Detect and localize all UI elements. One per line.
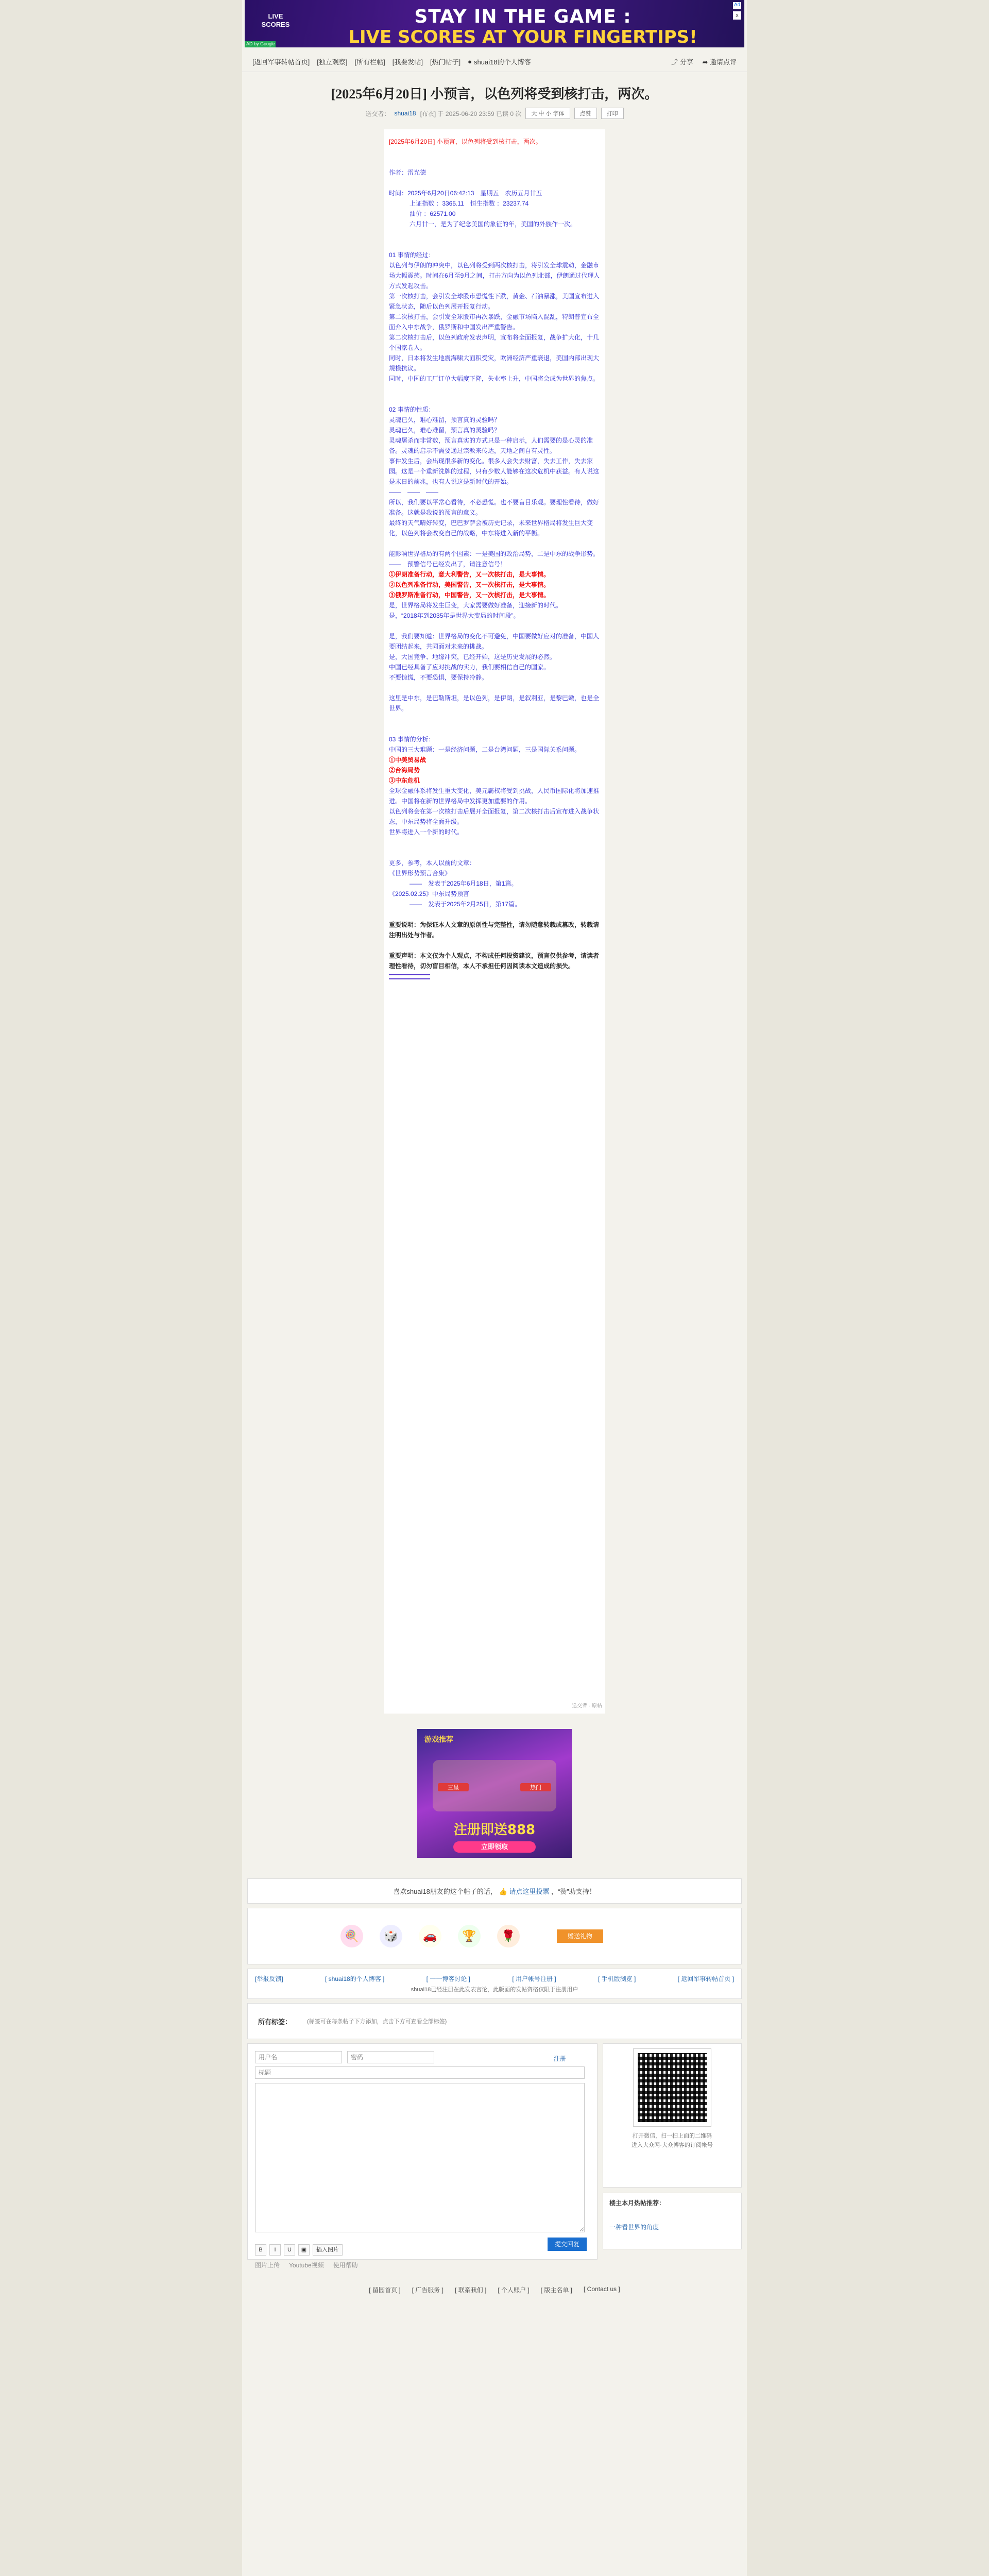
register-link[interactable]: [ 用户帐号注册 ] xyxy=(512,1975,556,1982)
article-paragraph xyxy=(389,229,600,250)
footer-account[interactable]: [ 个人账户 ] xyxy=(498,2286,530,2294)
nav-post[interactable]: [我要发帖] xyxy=(392,58,423,66)
article-paragraph xyxy=(389,837,600,858)
article-paragraph: ③中东危机 xyxy=(389,777,420,784)
forward-icon: ➦ xyxy=(702,58,708,66)
article-paragraph: 第一次核打击，会引发全球股市恐慌性下跌，黄金、石油暴涨，美国宣布进入紧急状态，随后以色列展开报复行动。 xyxy=(389,293,600,310)
top-nav xyxy=(242,52,747,72)
ad-top-label: 游戏推荐 xyxy=(424,1735,453,1743)
article-paragraph: 中国已经具备了应对挑战的实力，我们要相信自己的国家。 xyxy=(389,664,550,671)
article-paragraph: ②以色列准备行动，美国警告，又一次核打击，是大事情。 xyxy=(389,581,550,588)
article-paragraph: 02 事情的性质： xyxy=(389,406,435,413)
hot-posts xyxy=(603,2193,742,2249)
tags-hint: (标签可在每条帖子下方添加，点击下方可查看全部标签) xyxy=(307,2019,447,2025)
image-icon[interactable]: ▣ xyxy=(298,2244,310,2256)
hot-link[interactable]: 一种看世界的角度 xyxy=(609,2224,659,2231)
article-footer: 送交者 · 原帖 xyxy=(572,1703,602,1709)
footer xyxy=(247,2285,742,2301)
qr-code xyxy=(634,2049,711,2126)
author-link[interactable]: shuai18 xyxy=(394,110,416,117)
article-paragraph: 第二次核打击后，以色列政府发表声明，宣布将全面报复，战争扩大化，十几个国家卷入。 xyxy=(389,334,600,351)
article-paragraph: 中国的三大难题：一是经济问题，二是台湾问题，三是国际关系问题。 xyxy=(389,746,581,753)
reply-form xyxy=(247,2043,598,2269)
article-paragraph: 同时，中国的工厂订单大幅度下降，失业率上升，中国将会成为世界的焦点。 xyxy=(389,375,600,382)
reward-prefix: 喜欢shuai18朋友的这个帖子的话， xyxy=(393,1888,497,1895)
post-meta xyxy=(242,108,747,119)
article-paragraph: —— —— —— xyxy=(389,488,439,496)
close-icon[interactable]: x xyxy=(733,11,741,20)
lollipop-icon[interactable]: 🍭 xyxy=(340,1925,363,1947)
print-button[interactable]: 打印 xyxy=(601,108,624,119)
blog-link[interactable]: [ shuai18的个人博客 ] xyxy=(325,1975,385,1982)
bottom-area xyxy=(247,2043,742,2269)
article-paragraph: 以色列与伊朗的冲突中，以色列将受到两次核打击，将引发全球震动，金融市场大幅震荡。时间在6月至9月之间，打击方向为以色列北部，伊朗通过代理人方式发起攻击。 xyxy=(389,262,600,290)
article-paragraph: 油价 ：62571.00 xyxy=(410,210,456,217)
ad-footer: AD by Google xyxy=(245,41,276,47)
vote-link[interactable]: 请点这里投票 xyxy=(509,1888,550,1895)
insert-image-button[interactable]: 插入图片 xyxy=(313,2244,343,2256)
youtube-link[interactable]: Youtube视频 xyxy=(289,2262,324,2269)
article-paragraph: 六月廿一，是为了纪念美国的象征的年，美国的外族作一次。 xyxy=(410,221,577,228)
user-blog-link[interactable] xyxy=(468,57,531,66)
sidebar xyxy=(603,2043,742,2260)
ad-choices-icon[interactable]: Ad xyxy=(733,2,741,9)
page xyxy=(242,0,747,2576)
article-paragraph: 灵魂已久，难心难留，预言真的灵验吗？ xyxy=(389,427,501,434)
reply-textarea[interactable] xyxy=(255,2083,585,2232)
article-paragraph: 第二次核打击，会引发全球股市再次暴跌，金融市场陷入混乱，特朗普宣布全面介入中东战争，俄罗斯和中国发出严重警告。 xyxy=(389,313,600,331)
font-size-button[interactable]: 大 中 小 字体 xyxy=(525,108,570,119)
share-button[interactable] xyxy=(671,58,693,66)
nav-observe[interactable]: [独立观察] xyxy=(317,58,348,66)
nav-hot[interactable]: [热门帖子] xyxy=(430,58,461,66)
underline-icon[interactable]: U xyxy=(284,2244,295,2256)
footer-mods[interactable]: [ 版主名单 ] xyxy=(540,2286,572,2294)
report-label: 邀请点评 xyxy=(709,58,737,66)
meta-prefix: 送交者： xyxy=(365,110,390,117)
nav-home[interactable]: [返回军事转帖首页] xyxy=(252,58,310,66)
article-paragraph: 03 事情的分析： xyxy=(389,736,435,743)
article-paragraph: ①伊朗准备行动，意大利警告，又一次核打击，是大事情。 xyxy=(389,571,550,578)
user-name: shuai18的个人博客 xyxy=(474,58,531,66)
tags-box xyxy=(247,2003,742,2039)
report-link[interactable]: [举报反馈] xyxy=(255,1975,283,1982)
article-paragraph: 最终的天气晴好转变，巴巴罗萨会被历史记录，未来世界格局将发生巨大变化，以色列将会改变自己的战略，中东将进入新的平衡。 xyxy=(389,519,593,537)
article-paragraph: 灵魂屠杀而非常数，预言真实的方式只是一种启示，人们需要的是心灵的准备。灵魂的启示不需要通过宗教来传达，天地之间自有灵性。 xyxy=(389,437,593,454)
article-paragraph: —— 预警信号已经发出了，请注意信号！ xyxy=(389,561,507,568)
report-button[interactable] xyxy=(702,58,737,66)
article-paragraph: 《2025.02.25》中东局势预言 xyxy=(389,890,470,897)
page-title: [2025年6月20日] 小预言，以色列将受到核打击，两次。 xyxy=(331,87,658,101)
article-body xyxy=(384,129,605,1714)
hot-title: 楼主本月热帖推荐： xyxy=(609,2199,666,2207)
share-label: 分享 xyxy=(679,58,693,66)
brand-logo xyxy=(260,12,291,35)
footer-contact[interactable]: [ 联系我们 ] xyxy=(454,2286,487,2294)
qr-box xyxy=(603,2043,742,2188)
italic-icon[interactable]: I xyxy=(269,2244,281,2256)
article-paragraph: —— 发表于2025年2月25日，第17篇。 xyxy=(410,901,521,908)
ad-banner[interactable] xyxy=(245,0,744,47)
upload-image-link[interactable]: 图片上传 xyxy=(255,2262,280,2269)
qr-caption: 打开微信，扫一扫上面的二维码 xyxy=(633,2133,712,2139)
article-paragraph: 这里是中东，是巴勒斯坦，是以色列，是伊朗，是叙利亚，是黎巴嫩，也是全世界。 xyxy=(389,694,600,712)
editor-toolbar xyxy=(255,2244,590,2256)
article-paragraph xyxy=(389,147,600,167)
article-paragraph xyxy=(389,909,600,920)
article-paragraph: 能影响世界格局的有两个因素：一是美国的政治局势，二是中东的战争形势。 xyxy=(389,550,600,557)
nav-all[interactable]: [所有栏帖] xyxy=(354,58,385,66)
link-bar xyxy=(247,1969,742,1999)
article-paragraph xyxy=(389,538,600,549)
bold-icon[interactable]: B xyxy=(255,2244,266,2256)
username-input[interactable] xyxy=(255,2051,342,2063)
like-button[interactable]: 点赞 xyxy=(574,108,597,119)
article-paragraph: 01 事情的经过： xyxy=(389,251,435,259)
tags-label: 所有标签： xyxy=(258,2018,292,2026)
trophy-icon[interactable]: 🏆 xyxy=(458,1925,481,1947)
footer-ads[interactable]: [ 广告服务 ] xyxy=(412,2286,444,2294)
article-paragraph: ①中美贸易战 xyxy=(389,756,427,764)
article-paragraph: 不要惊慌，不要恐惧，要保持冷静。 xyxy=(389,674,488,681)
register-link[interactable]: 注册 xyxy=(553,2055,566,2062)
user-icon: ● xyxy=(468,58,472,65)
divider xyxy=(389,974,430,975)
game-ad[interactable] xyxy=(417,1729,572,1858)
article-paragraph: 是，我们要知道：世界格局的变化不可避免，中国要做好应对的准备，中国人要团结起来，共同面对未来的挑战。 xyxy=(389,633,600,650)
article-paragraph: 是，“2018年到2035年是世界大变局的时间段”。 xyxy=(389,612,520,619)
submit-button[interactable]: 提交回复 xyxy=(548,2238,587,2251)
banner-subtitle: LIVE SCORES AT YOUR FINGERTIPS! xyxy=(348,27,697,47)
back-home-link[interactable]: [ 返回军事转帖首页 ] xyxy=(677,1975,734,1982)
ad-headline: 注册即送888 xyxy=(453,1822,536,1838)
article-paragraph: 灵魂已久，难心难留，预言真的灵验吗？ xyxy=(389,416,501,423)
article-paragraph xyxy=(389,683,600,693)
send-gift-button[interactable]: 赠送礼物 xyxy=(557,1929,603,1943)
article-paragraph: 重要声明：本文仅为个人观点，不构成任何投资建议，预言仅供参考，请读者理性看待，切勿盲目相信，本人不承担任何因阅读本文造成的损失。 xyxy=(389,952,600,970)
article-paragraph: —— 发表于2025年6月18日，第1篇。 xyxy=(410,880,518,887)
article-lines xyxy=(389,137,600,971)
article-paragraph: [2025年6月20日] 小预言，以色列将受到核打击，两次。 xyxy=(389,138,542,145)
ad-cta-button[interactable]: 立即领取 xyxy=(453,1841,536,1853)
article-paragraph: 重要说明：为保证本人文章的原创性与完整性，请勿随意转载或篡改，转载请注明出处与作者。 xyxy=(389,921,600,939)
article-paragraph: 所以，我们要以平常心看待，不必恐慌。也不要盲目乐观。要理性看待，做好准备。这就是我说的预言的意义。 xyxy=(389,499,600,516)
ad-badge-right: 热门 xyxy=(520,1783,551,1791)
share-icon: ⤴ xyxy=(671,58,678,66)
help-link[interactable]: 使用帮助 xyxy=(333,2262,358,2269)
article-paragraph: 上证指数 ：3365.11 恒生指数 ：23237.74 xyxy=(410,200,529,207)
article-paragraph: 以色列将会在第一次核打击后展开全面报复，第二次核打击后宣布进入战争状态，中东局势将全面升级。 xyxy=(389,808,600,825)
brand-label: LIVE SCORES xyxy=(261,12,290,28)
banner-title: STAY IN THE GAME : xyxy=(414,6,632,27)
article-paragraph: ②台海局势 xyxy=(389,767,420,774)
article-paragraph: ③俄罗斯准备行动，中国警告，又一次核打击，是大事情。 xyxy=(389,591,550,599)
car-icon[interactable]: 🚗 xyxy=(419,1925,441,1947)
meta-suffix: [布衣] 于 2025-06-20 23:59 已读 0 次 xyxy=(420,110,522,117)
article-paragraph: 是，世界格局将发生巨变，大家需要做好准备，迎接新的时代。 xyxy=(389,602,562,609)
ad-badge-left: 三星 xyxy=(438,1783,469,1791)
article-paragraph xyxy=(389,178,600,188)
article-paragraph xyxy=(389,714,600,734)
rose-icon[interactable]: 🌹 xyxy=(497,1925,520,1947)
reward-box xyxy=(247,1878,742,1904)
discuss-link[interactable]: [ 一一博客讨论 ] xyxy=(426,1975,471,1982)
article-paragraph: 是，大国竞争、地缘冲突，已经开始，这是历史发展的必然。 xyxy=(389,653,556,660)
article-paragraph: 作者：雷光德 xyxy=(389,169,427,176)
links-note: shuai18已经注册在此发表言论，此版面的发帖资格仅限于注册用户 xyxy=(411,1987,578,1993)
article-paragraph: 同时，日本将发生地震海啸大面积受灾，欧洲经济严重衰退，美国内部出现大规模抗议。 xyxy=(389,354,600,372)
gift-bar xyxy=(247,1908,742,1964)
dice-icon[interactable]: 🎲 xyxy=(380,1925,402,1947)
mobile-link[interactable]: [ 手机版浏览 ] xyxy=(598,1975,636,1982)
article-paragraph: 事件发生后，会出现很多新的变化。很多人会失去财富，失去工作，失去家园。这是一个重新洗牌的过程，只有少数人能够在这次危机中获益。有人说这是末日的前兆，也有人说这是新时代的开始。 xyxy=(389,457,600,485)
divider xyxy=(389,978,430,979)
qr-sub: 进入大众网·大众博客的订阅帐号 xyxy=(632,2142,713,2148)
article-paragraph: 《世界形势预言合集》 xyxy=(389,870,451,877)
title-input[interactable] xyxy=(255,2066,585,2079)
thumb-icon: 👍 xyxy=(499,1888,507,1895)
footer-home[interactable]: [ 留园首页 ] xyxy=(369,2286,401,2294)
article-paragraph: 时间：2025年6月20日06:42:13 星期五 农历五月廿五 xyxy=(389,190,542,197)
article-paragraph xyxy=(389,384,600,404)
reward-suffix: ，“赞”助支持！ xyxy=(551,1888,596,1895)
password-input[interactable] xyxy=(347,2051,434,2063)
article-paragraph: 全球金融体系将发生重大变化，美元霸权将受到挑战，人民币国际化将加速推进。中国将在新的世界格局中发挥更加重要的作用。 xyxy=(389,787,600,805)
article-paragraph xyxy=(389,621,600,631)
article-paragraph: 世界将进入一个新的时代。 xyxy=(389,828,464,836)
footer-contact-en[interactable]: [ Contact us ] xyxy=(584,2285,620,2293)
article-paragraph: 更多，参考，本人以前的文章： xyxy=(389,859,476,867)
article-paragraph xyxy=(389,940,600,951)
